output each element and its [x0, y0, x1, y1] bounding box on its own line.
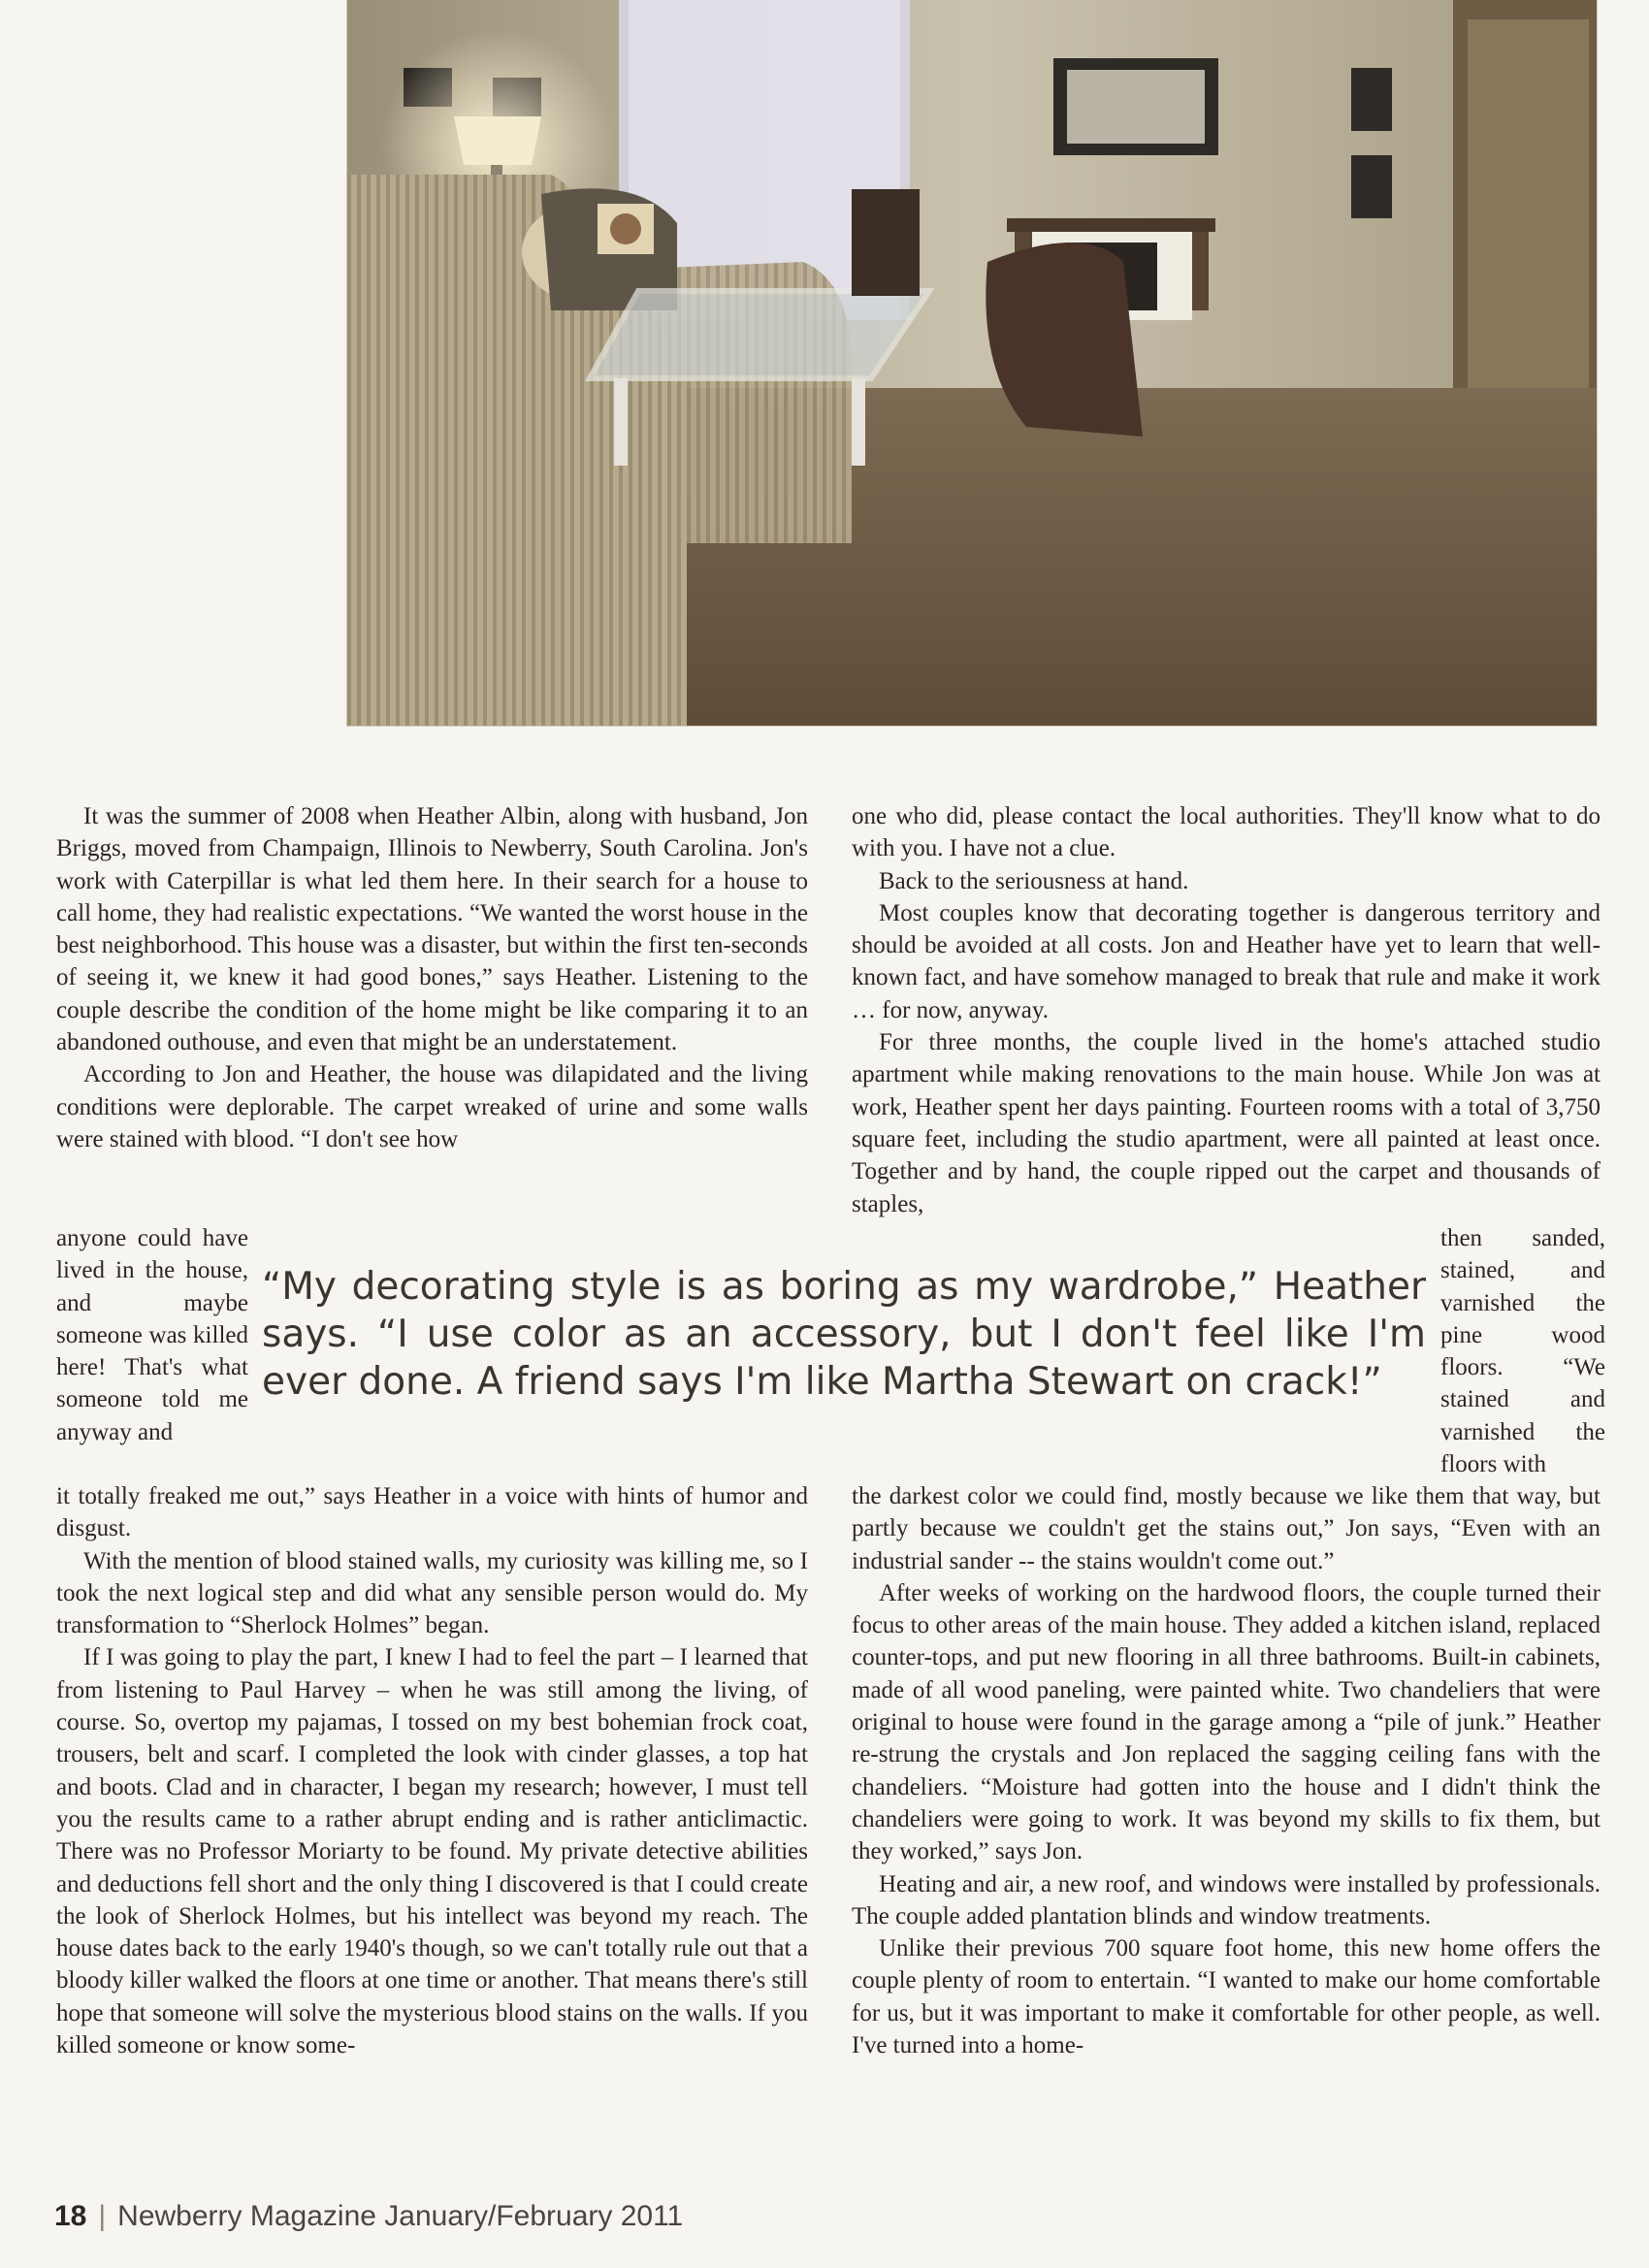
article-wrap-right — [1440, 1222, 1605, 1480]
article-column-left-top — [56, 800, 808, 1155]
paragraph: Back to the seriousness at hand. — [879, 867, 1189, 894]
publication-name: Newberry Magazine January/February 2011 — [117, 2200, 684, 2232]
pull-quote: “My decorating style is as boring as my wardrobe,” Heather says. “I use color as an accessory, but I don't feel like I'm ever done. A friend says I'm like Martha Stewart on crack!” — [262, 1265, 1426, 1404]
paragraph: For three months, the couple lived in the home's attached studio apartment while making renovations to the main house. While Jon was at work, Heather spent her days painting. Fourteen rooms with a total of 3,750 square feet, including the studio apartment, were all painted at least once. Together and by hand, the couple ripped out the carpet and thousands of staples, — [852, 1029, 1600, 1217]
footer-separator: | — [98, 2200, 107, 2232]
paragraph: the darkest color we could find, mostly because we like them that way, but partly because we couldn't get the stains out,” Jon says, “Even with an industrial sander -- the stains wouldn't come out.” — [852, 1483, 1600, 1574]
page-footer — [54, 2200, 683, 2233]
paragraph: then sanded, stained, and varnished the pine wood floors. “We stained and varnished the floors with — [1440, 1225, 1605, 1478]
paragraph: one who did, please contact the local authorities. They'll know what to do with you. I have not a clue. — [852, 803, 1600, 862]
living-room-illustration — [347, 0, 1597, 726]
paragraph: After weeks of working on the hardwood floors, the couple turned their focus to other areas of the main house. They added a kitchen island, replaced counter-tops, and put new flooring in all three bathrooms. Built-in cabinets, made of all wood paneling, were painted white. Two chandeliers that were original to house were found in the garage among a “pile of junk.” Heather re-strung the crystals and Jon replaced the sagging ceiling fans with the chandeliers. “Moisture had gotten into the house and I didn't think the chandeliers were going to work. It was beyond my skills to fix them, but they worked,” says Jon. — [852, 1579, 1600, 1865]
article-column-left-bottom — [56, 1480, 808, 2061]
paragraph: Unlike their previous 700 square foot home, this new home offers the couple plenty of room to entertain. “I wanted to make our home comfortable for us, but it was important to make it comfortable for other people, as well. I've turned into a home- — [852, 1935, 1600, 2059]
article-column-right-bottom — [852, 1480, 1600, 2061]
article-column-right-top — [852, 800, 1600, 1220]
page-number: 18 — [54, 2200, 87, 2232]
paragraph: anyone could have lived in the house, and maybe someone was killed here! That's what someone told me anyway and — [56, 1225, 248, 1445]
paragraph: With the mention of blood stained walls, my curiosity was killing me, so I took the next logical step and did what any sensible person would do. My transformation to “Sherlock Holmes” began. — [56, 1547, 808, 1639]
paragraph: it totally freaked me out,” says Heather in a voice with hints of humor and disgust. — [56, 1483, 808, 1542]
paragraph: It was the summer of 2008 when Heather Albin, along with husband, Jon Briggs, moved from Champaign, Illinois to Newberry, South Carolina. Jon's work with Caterpillar is what led them here. In their search for a house to call home, they had realistic expectations. “We wanted the worst house in the best neighborhood. This house was a disaster, but within the first ten-seconds of seeing it, we knew it had good bones,” says Heather. Listening to the couple describe the condition of the home might be like comparing it to an abandoned outhouse, and even that might be an understatement. — [56, 803, 808, 1056]
paragraph: Most couples know that decorating together is dangerous territory and should be avoided at all costs. Jon and Heather have yet to learn that well-known fact, and have somehow managed to break that rule and make it work … for now, anyway. — [852, 899, 1600, 1023]
paragraph: According to Jon and Heather, the house was dilapidated and the living conditions were deplorable. The carpet wreaked of urine and some walls were stained with blood. “I don't see how — [56, 1061, 808, 1152]
paragraph: If I was going to play the part, I knew I had to feel the part – I learned that from listening to Paul Harvey – when he was still among the living, of course. So, overtop my pajamas, I tossed on my best bohemian frock coat, trousers, belt and scarf. I completed the look with cinder glasses, a top hat and boots. Clad and in character, I began my research; however, I must tell you the results came to a rather abrupt ending and is rather anticlimactic. There was no Professor Moriarty to be found. My private detective abilities and deductions fell short and the only thing I discovered is that I could create the look of Sherlock Holmes, but his intellect was beyond my reach. The house dates back to the early 1940's though, so we can't totally rule out that a bloody killer walked the floors at one time or another. That means there's still hope that someone will solve the mysterious blood stains on the walls. If you killed someone or know some- — [56, 1644, 808, 2059]
paragraph: Heating and air, a new roof, and windows were installed by professionals. The couple added plantation blinds and window treatments. — [852, 1870, 1600, 1929]
living-room-photo — [347, 0, 1597, 726]
article-wrap-left — [56, 1222, 248, 1448]
